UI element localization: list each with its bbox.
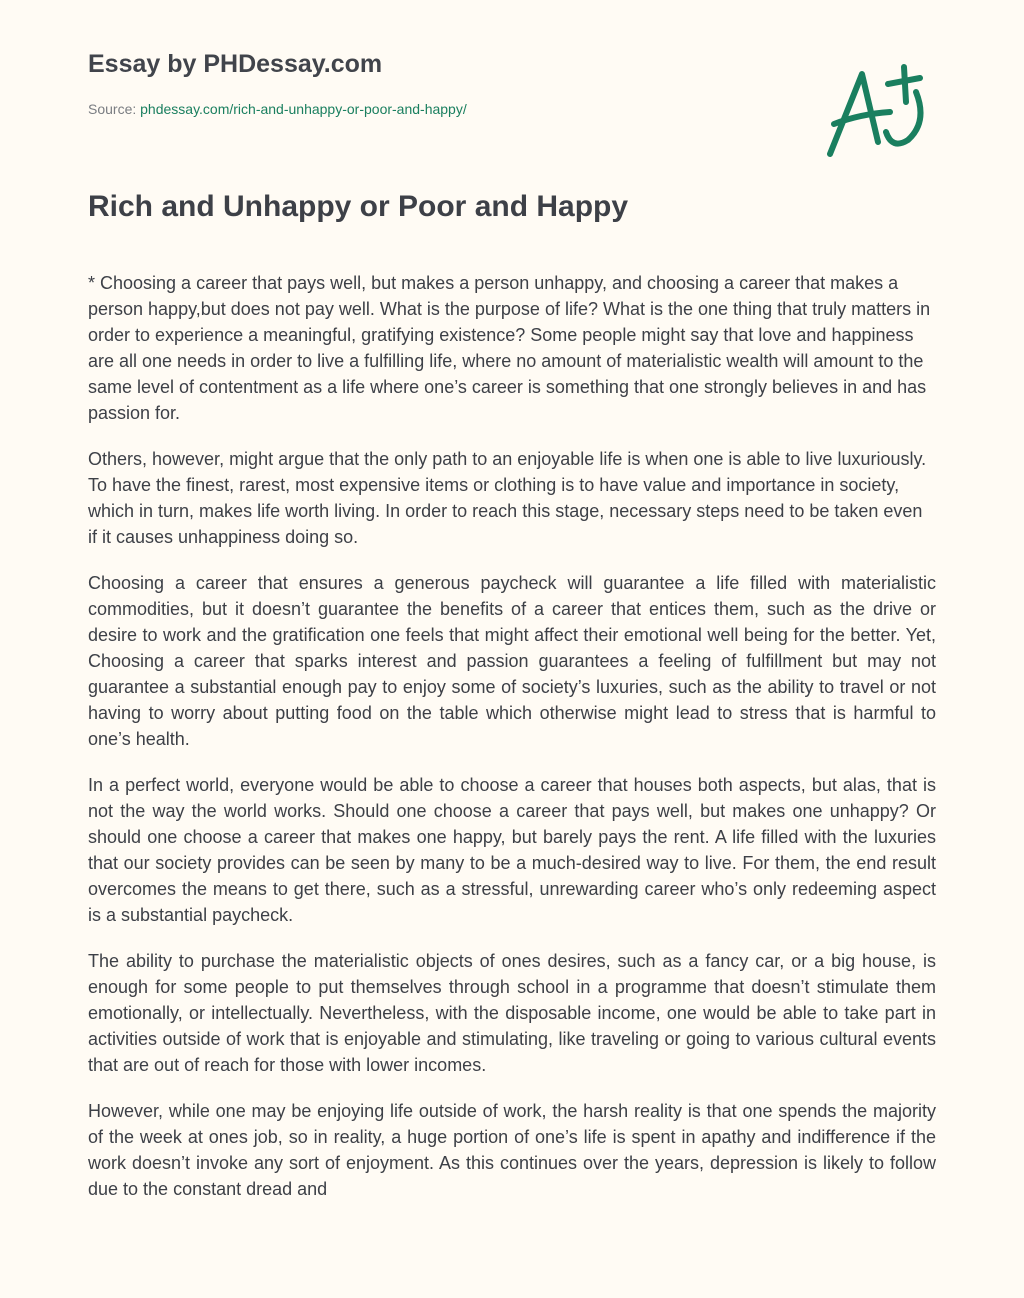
paragraph: * Choosing a career that pays well, but makes a person unhappy, and choosing a career that makes a person happy,but does not pay well. What is the purpose of life? What is the one thing that truly matters in order to experience a meaningful, gratifying existence? Some people might say that love and happiness are all one needs in order to live a fulfilling life, where no amount of materialistic wealth will amount to the same level of contentment as a life where one’s career is something that one strongly believes in and has passion for. bbox=[88, 273, 931, 423]
paragraph: In a perfect world, everyone would be able to choose a career that houses both aspects, but alas, that is not the way the world works. Should one choose a career that pays well, but makes one unhappy? Or should one choose a career that makes one happy, but barely pays the rent. A life filled with the luxuries that our society provides can be seen by many to be a much-desired way to live. For them, the end result overcomes the means to get there, such as a stressful, unrewarding career who’s only redeeming aspect is a substantial paycheck. bbox=[88, 775, 936, 925]
source-link[interactable]: phdessay.com/rich-and-unhappy-or-poor-and-happy/ bbox=[140, 101, 467, 117]
paragraph: The ability to purchase the materialistic objects of ones desires, such as a fancy car, or a big house, is enough for some people to put themselves through school in a programme that doesn’t stimulate them emotionally, or intellectually. Nevertheless, with the disposable income, one would be able to take part in activities outside of work that is enjoyable and stimulating, like traveling or going to various cultural events that are out of reach for those with lower incomes. bbox=[88, 951, 936, 1075]
essay-title: Rich and Unhappy or Poor and Happy bbox=[88, 190, 629, 223]
a-plus-logo-icon bbox=[820, 62, 930, 162]
essay-body bbox=[88, 270, 936, 1250]
source-line bbox=[88, 101, 467, 117]
paragraph: However, while one may be enjoying life outside of work, the harsh reality is that one spends the majority of the week at ones job, so in reality, a huge portion of one’s life is spent in apathy and indifference if the work doesn’t invoke any sort of enjoyment. As this continues over the years, depression is likely to follow due to the constant dread and bbox=[88, 1101, 936, 1199]
brand-title: Essay by PHDessay.com bbox=[88, 50, 383, 78]
source-label: Source: bbox=[88, 101, 137, 117]
paragraph: Choosing a career that ensures a generous paycheck will guarantee a life filled with materialistic commodities, but it doesn’t guarantee the benefits of a career that entices them, such as the drive or desire to work and the gratification one feels that might affect their emotional well being for the better. Yet, Choosing a career that sparks interest and passion guarantees a feeling of fulfillment but may not guarantee a substantial enough pay to enjoy some of society’s luxuries, such as the ability to travel or not having to worry about putting food on the table which otherwise might lead to stress that is harmful to one’s health. bbox=[88, 573, 936, 749]
paragraph: Others, however, might argue that the only path to an enjoyable life is when one is able to live luxuriously. To have the finest, rarest, most expensive items or clothing is to have value and importance in society, which in turn, makes life worth living. In order to reach this stage, necessary steps need to be taken even if it causes unhappiness doing so. bbox=[88, 449, 927, 547]
